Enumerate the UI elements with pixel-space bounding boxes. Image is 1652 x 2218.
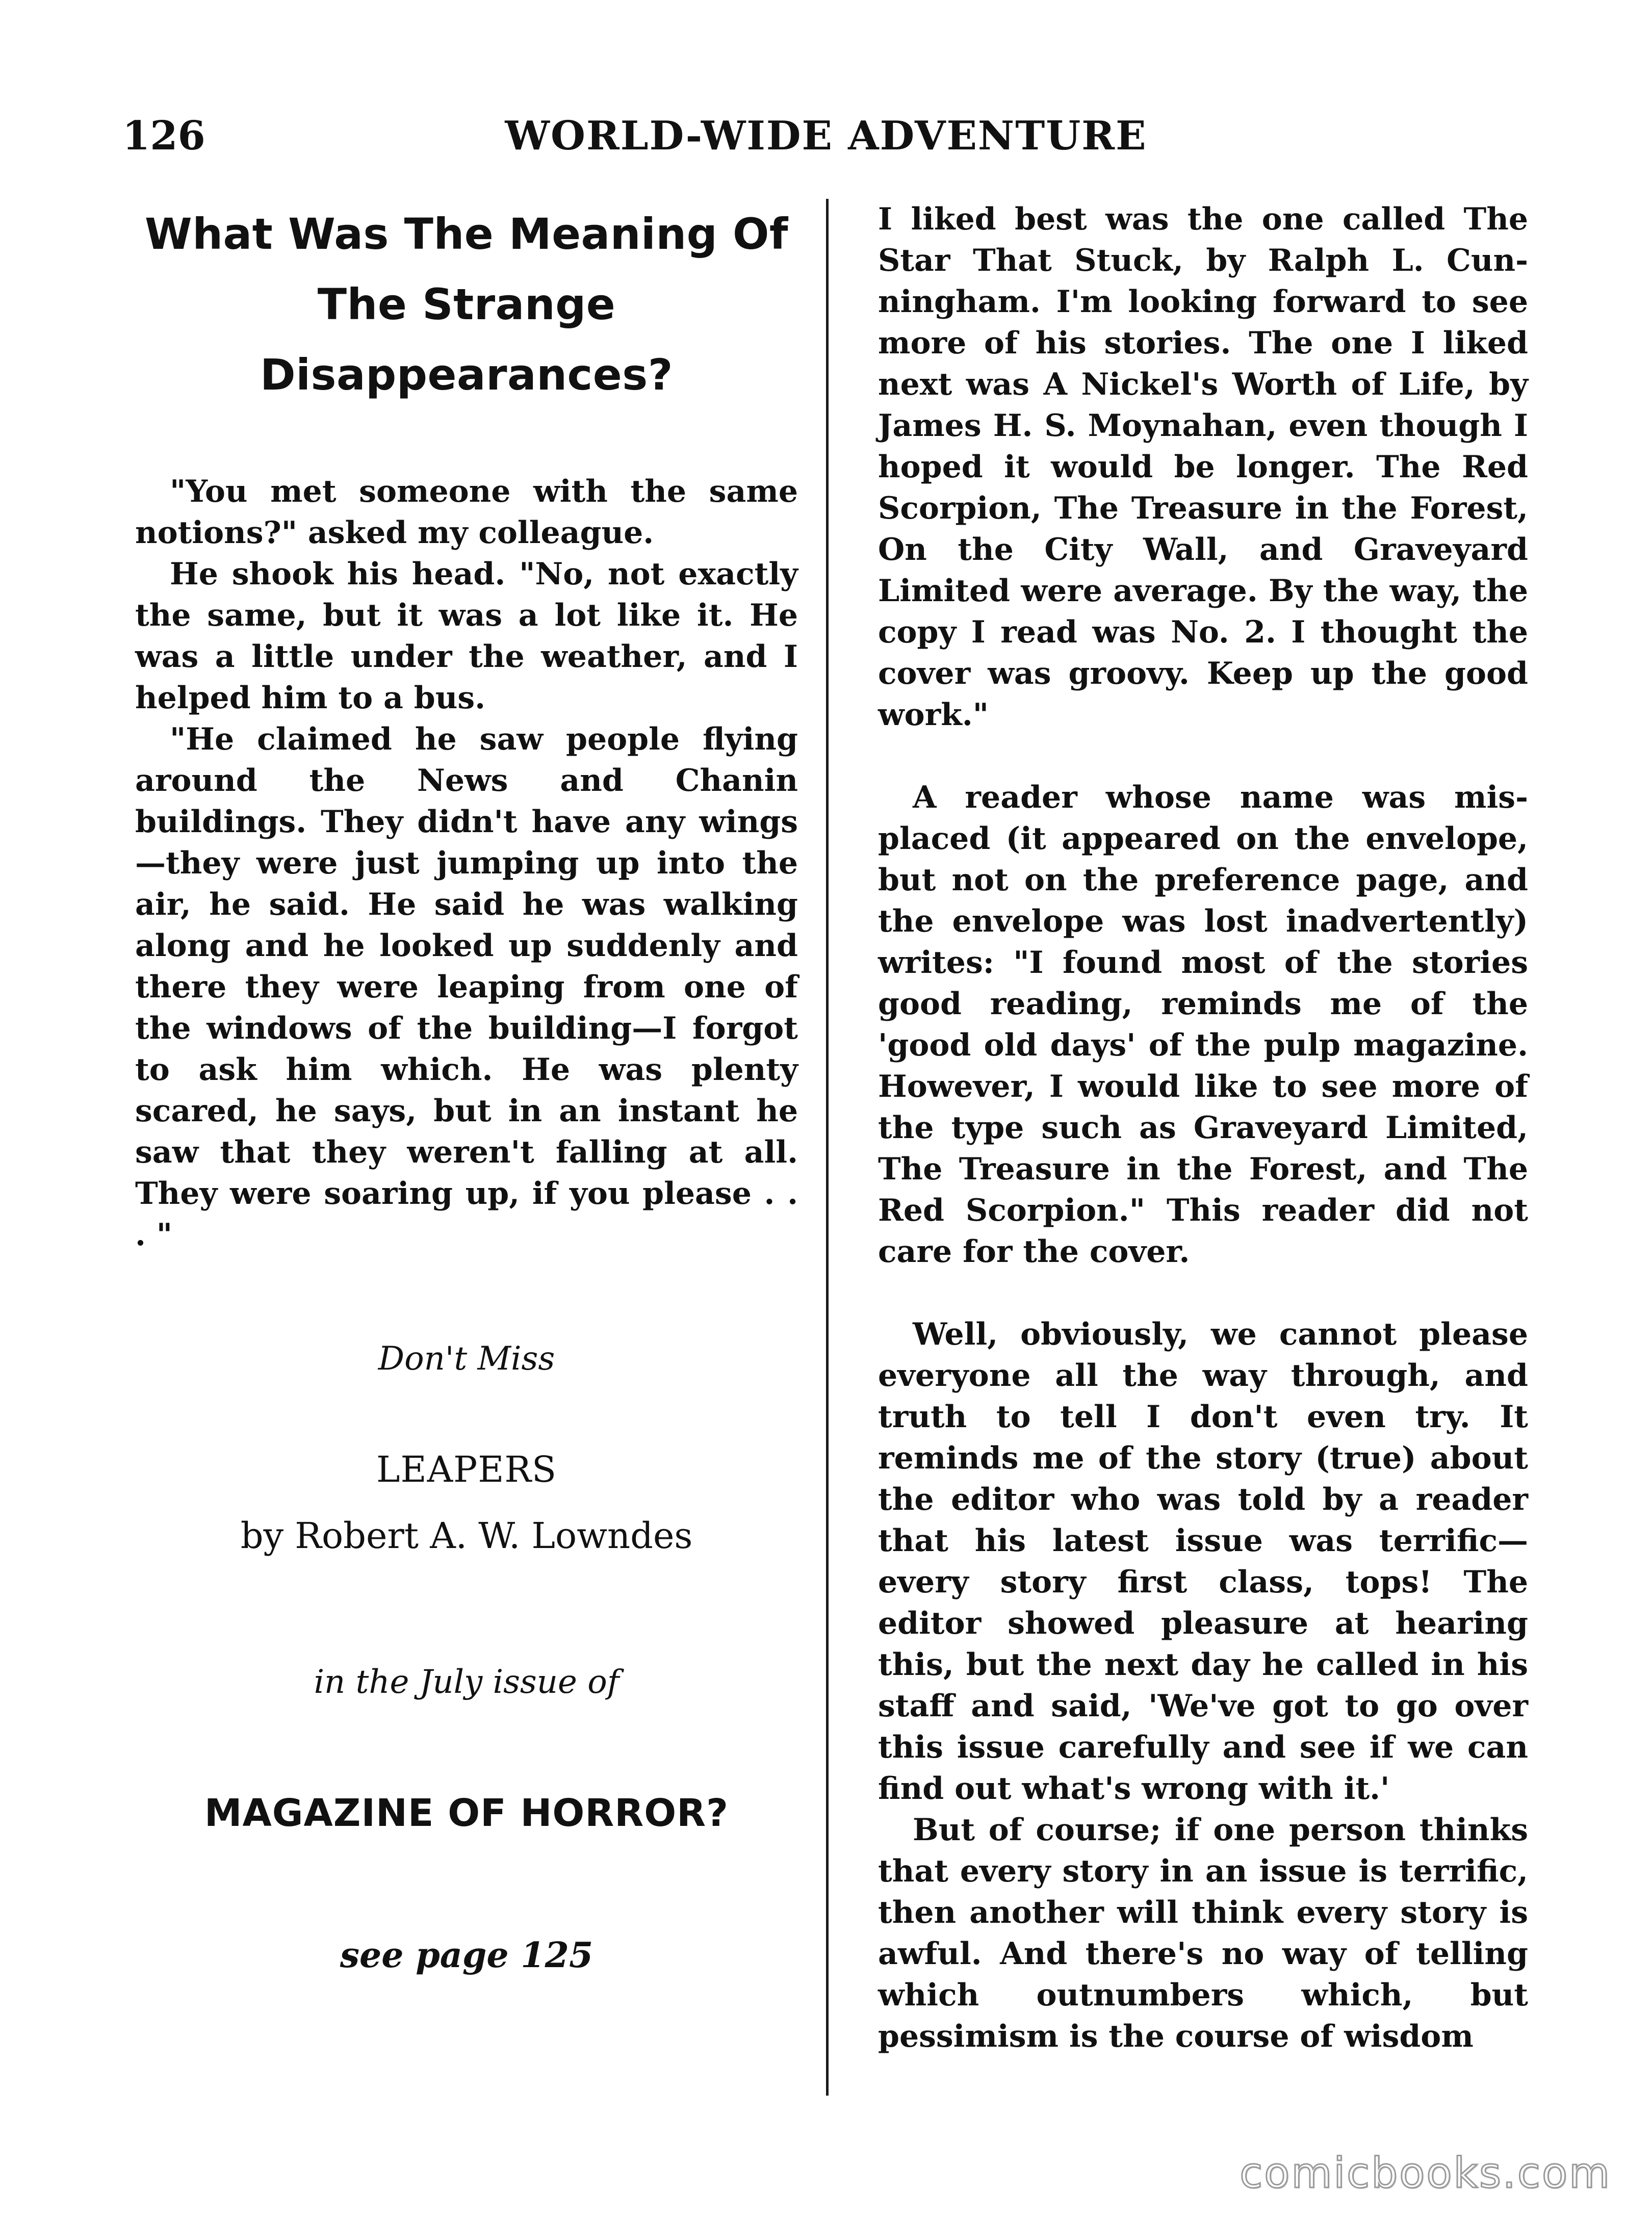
right-column — [878, 199, 1528, 2057]
paragraph: Well, obviously, we cannot please everyone all the way through, and truth to tell I don't even try. It reminds me of the story (true) about the editor who was told by a reader that his latest issue was terrific—every story first class, tops! The editor showed pleasure at hearing this, but the next day he called in his staff and said, 'We've got to go over this issue carefully and see if we can find out what's wrong with it.' — [878, 1317, 1528, 1807]
paragraph: He shook his head. "No, not exactly the same, but it was a lot like it. He was a little under the weather, and I helped him to a bus. — [135, 556, 798, 716]
paragraph: But of course; if one person thinks that every story in an issue is terrific, then another will think every story is awful. And there's no way of telling which outnumbers which, but pessimism is the course of wisdom — [878, 1812, 1528, 2054]
paragraph: "He claimed he saw people flying around the News and Chanin buildings. They didn't have any wings—they were just jumping up into the air, he said. He said he was walking along and he looked up suddenly and there they were leaping from one of the windows of the building—I forgot to ask him which. He was plenty scared, he says, but in an instant he saw that they weren't falling at all. They were soaring up, if you please . . . " — [135, 721, 798, 1253]
promo-see-page: see page 125 — [340, 1935, 593, 1976]
promo-story-title: LEAPERS — [376, 1449, 557, 1490]
paragraph: A reader whose name was misplaced (it appeared on the envelope, but not on the preference page, and the envelope was lost inadvertently) writes: "I found most of the stories good reading, reminds me of the 'good old days' of the pulp magazine. However, I would like to see more of the type such as Graveyard Limited, The Treasure in the Forest, and The Red Scorpion." This reader did not care for the cover. — [878, 780, 1528, 1270]
page-number: 126 — [122, 113, 205, 159]
promo-story-author: by Robert A. W. Lowndes — [240, 1515, 693, 1557]
paragraph: I liked best was the one called The Star That Stuck, by Ralph L. Cunningham. I'm looking forward to see more of his stories. The one I liked next was A Nickel's Worth of Life, by James H. S. Moynahan, even though I hoped it would be longer. The Red Scorpion, The Treasure in the Forest, On the City Wall, and Graveyard Limited were average. By the way, the copy I read was No. 2. I thought the cover was groovy. Keep up the good work." — [878, 201, 1528, 733]
left-body — [135, 471, 798, 1256]
column-divider — [826, 199, 829, 2096]
story-promo — [135, 1340, 798, 1976]
left-column — [135, 199, 798, 1976]
paragraph: "You met someone with the same notions?" asked my colleague. — [135, 474, 798, 551]
article-headline: What Was The Meaning Of The Strange Disappearances? — [145, 209, 788, 400]
running-title: WORLD-WIDE ADVENTURE — [505, 113, 1147, 159]
promo-issue-line: in the July issue of — [314, 1663, 620, 1701]
site-watermark: comicbooks.com — [1240, 2149, 1611, 2198]
right-body — [878, 199, 1528, 2057]
promo-magazine-title: MAGAZINE OF HORROR? — [204, 1791, 729, 1835]
promo-dont-miss: Don't Miss — [378, 1340, 555, 1378]
